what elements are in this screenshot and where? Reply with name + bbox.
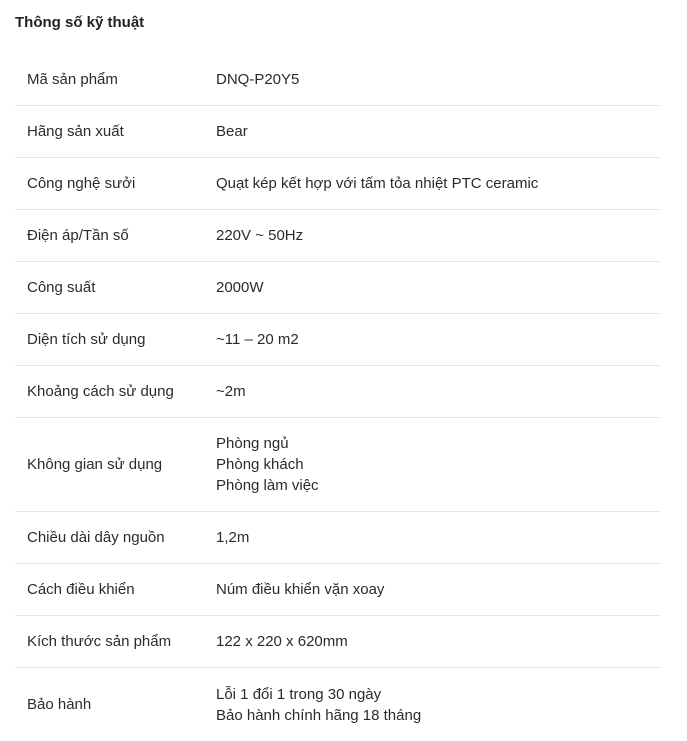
spec-row-power <box>15 262 660 314</box>
spec-label: Điện áp/Tần số <box>27 227 129 244</box>
spec-row-warranty <box>15 668 660 741</box>
spec-value-line: Phòng khách <box>216 456 304 473</box>
spec-label: Mã sản phẩm <box>27 71 118 88</box>
spec-row-usage-space <box>15 418 660 512</box>
spec-label: Khoảng cách sử dụng <box>27 383 174 400</box>
spec-value-line: 1,2m <box>216 529 250 546</box>
spec-value-line: 122 x 220 x 620mm <box>216 633 348 650</box>
spec-value <box>216 69 660 90</box>
spec-row-distance <box>15 366 660 418</box>
spec-value-line: Phòng ngủ <box>216 435 289 452</box>
spec-value-line: 2000W <box>216 279 264 296</box>
spec-table <box>15 54 660 741</box>
spec-value <box>216 225 660 246</box>
spec-label: Bảo hành <box>27 696 92 713</box>
spec-label: Diện tích sử dụng <box>27 331 146 348</box>
spec-value <box>216 121 660 142</box>
spec-row-heating-tech <box>15 158 660 210</box>
spec-value-line: 220V ~ 50Hz <box>216 227 304 244</box>
spec-row-area <box>15 314 660 366</box>
spec-value-line: Bảo hành chính hãng 18 tháng <box>216 706 422 724</box>
spec-value-line: ~11 – 20 m2 <box>216 331 299 348</box>
spec-value-line: Quạt kép kết hợp với tấm tỏa nhiệt PTC ceramic <box>216 175 539 192</box>
spec-value-line: Bear <box>216 123 248 140</box>
spec-row-dimensions <box>15 616 660 668</box>
spec-title: Thông số kỹ thuật <box>15 14 145 31</box>
spec-value <box>216 173 660 194</box>
spec-label: Công suất <box>27 279 96 296</box>
spec-row-manufacturer <box>15 106 660 158</box>
spec-value <box>216 381 660 402</box>
spec-value-line: DNQ-P20Y5 <box>216 71 300 88</box>
spec-row-control <box>15 564 660 616</box>
spec-value <box>216 329 660 350</box>
spec-row-product-code <box>15 54 660 106</box>
spec-row-voltage <box>15 210 660 262</box>
spec-value <box>216 684 660 726</box>
spec-value-line: Núm điều khiển vặn xoay <box>216 581 385 598</box>
spec-value <box>216 277 660 298</box>
spec-value <box>216 631 660 652</box>
spec-label: Hãng sản xuất <box>27 123 124 140</box>
spec-value-line: ~2m <box>216 383 246 400</box>
spec-value-line: Lỗi 1 đổi 1 trong 30 ngày <box>216 685 382 703</box>
spec-value <box>216 433 660 496</box>
spec-label: Công nghệ sưởi <box>27 175 136 192</box>
spec-label: Cách điều khiển <box>27 581 135 598</box>
spec-value-line: Phòng làm việc <box>216 477 319 494</box>
spec-label: Không gian sử dụng <box>27 456 163 473</box>
spec-label: Kích thước sản phẩm <box>27 633 172 650</box>
spec-label: Chiều dài dây nguồn <box>27 529 165 546</box>
spec-value <box>216 579 660 600</box>
spec-value <box>216 527 660 548</box>
spec-row-cord-length <box>15 512 660 564</box>
